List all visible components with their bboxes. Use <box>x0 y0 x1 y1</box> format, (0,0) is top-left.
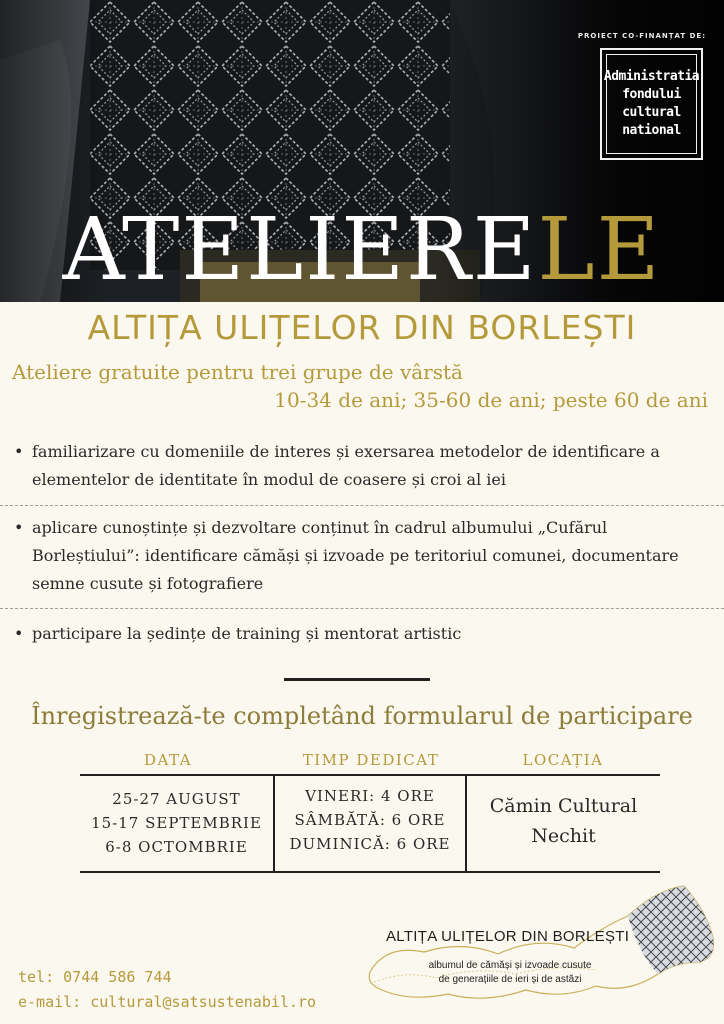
table-cell-location <box>467 791 660 851</box>
main-title-white: ATELIERE <box>62 200 538 300</box>
section-rule <box>284 678 430 681</box>
tagline: Ateliere gratuite pentru trei grupe de vârstă <box>12 360 463 384</box>
borlesti-map-logo <box>366 882 720 1010</box>
bullet-text: aplicare cunoștințe și dezvoltare conținut în cadrul albumului „Cufărul Borleștiului”: identificare cămăși și izvoade pe teritoriul comunei, documentare semne cusute și fotografiere <box>32 518 679 593</box>
bullet-dot: • <box>14 442 24 461</box>
list-item <box>14 514 710 598</box>
bullet-dot: • <box>14 518 24 537</box>
table-cell-dates <box>80 787 273 859</box>
main-title <box>0 198 724 302</box>
sponsor-label: PROIECT CO-FINANȚAT DE: <box>577 32 706 40</box>
date-range: 15-17 SEPTEMBRIE <box>91 814 262 832</box>
table-top-border <box>80 774 660 776</box>
age-groups: 10-34 de ani; 35-60 de ani; peste 60 de ani <box>274 388 708 412</box>
afcn-logo-line: cultural <box>622 105 681 120</box>
table-cell-times <box>275 784 465 856</box>
time-slot: VINERI: 4 ORE <box>305 787 435 805</box>
bullet-text: familiarizare cu domeniile de interes și exersarea metodelor de identificare a elementelor de identitate în modul de coasere și croi al iei <box>32 442 660 489</box>
contact-phone[interactable]: tel: 0744 586 744 <box>18 968 172 986</box>
table-header-time: TIMP DEDICAT <box>302 751 440 769</box>
bullet-text: participare la ședințe de training și mentorat artistic <box>32 624 462 643</box>
divider <box>0 608 724 609</box>
time-slot: DUMINICĂ: 6 ORE <box>289 835 451 853</box>
album-subtitle: albumul de cămăși și izvoade cusute <box>428 960 592 971</box>
afcn-logo-line: Administratia <box>603 69 700 84</box>
registration-heading: Înregistrează-te completând formularul de participare <box>31 702 693 730</box>
table-header-date: DATA <box>143 751 193 769</box>
project-subtitle: ALTIȚA ULIȚELOR DIN BORLEȘTI <box>87 308 637 347</box>
list-item <box>14 438 710 494</box>
table-header-location: LOCAȚIA <box>522 751 604 769</box>
contact-email[interactable]: e-mail: cultural@satsustenabil.ro <box>18 993 317 1011</box>
afcn-logo-line: national <box>622 123 681 138</box>
afcn-logo <box>600 48 703 160</box>
location-line: Nechit <box>531 825 596 847</box>
date-range: 25-27 AUGUST <box>112 790 241 808</box>
date-range: 6-8 OCTOMBRIE <box>105 838 248 856</box>
afcn-logo-line: fondului <box>622 87 681 102</box>
list-item <box>14 620 710 648</box>
album-title: ALTIȚA ULIȚELOR DIN BORLEȘTI <box>386 928 630 945</box>
time-slot: SÂMBĂTĂ: 6 ORE <box>294 811 446 829</box>
table-bottom-border <box>80 871 660 873</box>
bullet-dot: • <box>14 624 24 643</box>
location-line: Cămin Cultural <box>489 795 638 817</box>
divider <box>0 505 724 506</box>
album-subtitle: de generațiile de ieri și de astăzi <box>438 974 582 985</box>
main-title-gold: LE <box>537 200 662 300</box>
